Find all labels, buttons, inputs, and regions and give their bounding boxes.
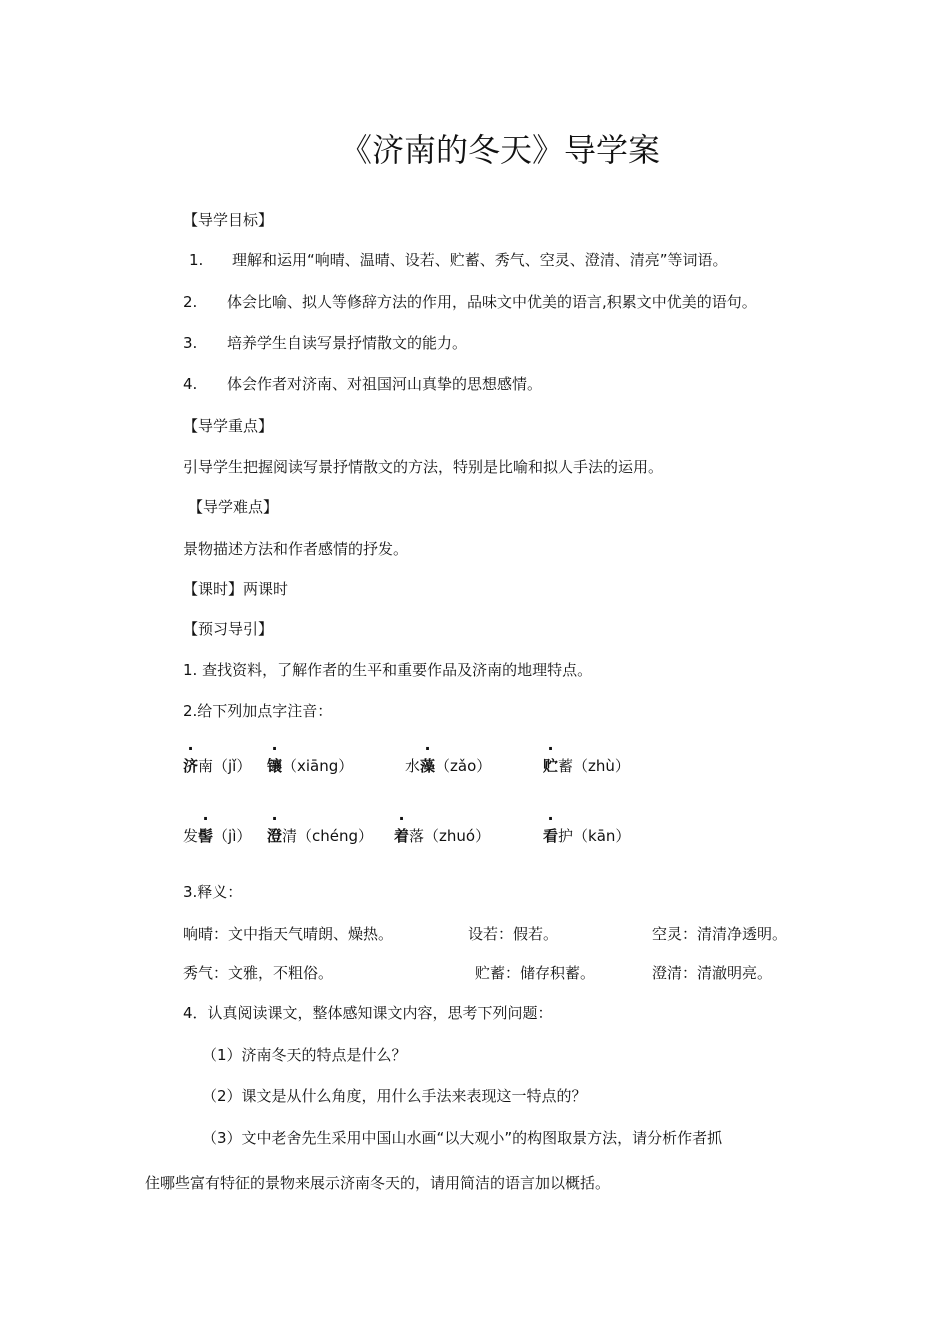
preview-header: 【预习导引】 [183,620,274,638]
question-2: （2）课文是从什么角度，用什么手法来表现这一特点的？ [202,1087,587,1105]
dotted-character: 髻 [198,827,214,845]
goal-4-text: 体会作者对济南、对祖国河山真挚的思想感情。 [227,375,543,393]
definition: 秀气：文雅，不粗俗。 [183,964,334,982]
pinyin-item [543,826,630,846]
plain-character: 发 [183,827,199,845]
pinyin-item [394,826,490,846]
difficulty-text: 景物描述方法和作者感情的抒发。 [183,540,409,558]
goal-2-text: 体会比喻、拟人等修辞方法的作用，品味文中优美的语言,积累文中优美的语句。 [227,293,757,311]
pinyin-text: 护（kān） [558,827,631,845]
definition: 响晴：文中指天气晴朗、燥热。 [183,925,394,943]
goal-1-text: 理解和运用“响晴、温晴、设若、贮蓄、秀气、空灵、澄清、清亮”等词语。 [232,251,728,269]
pinyin-item [183,756,251,776]
pinyin-text: （jì） [213,827,252,845]
period-text: 【课时】两课时 [183,580,289,598]
preview-item-1: 1. 查找资料，了解作者的生平和重要作品及济南的地理特点。 [183,661,593,679]
question-1: （1）济南冬天的特点是什么？ [202,1046,407,1064]
pinyin-text: 清（chéng） [282,827,374,845]
pinyin-text: （zǎo） [435,757,492,775]
pinyin-text: （xiāng） [282,757,354,775]
dotted-character: 贮 [543,757,559,775]
question-3: （3）文中老舍先生采用中国山水画“以大观小”的构图取景方法，请分析作者抓 [202,1129,723,1147]
definition: 贮蓄：储存积蓄。 [475,964,596,982]
dotted-character: 澄 [267,827,283,845]
difficulty-header: 【导学难点】 [188,498,279,516]
definition: 澄清：清澈明亮。 [652,964,773,982]
pinyin-item [267,826,373,846]
key-header: 【导学重点】 [183,417,274,435]
pinyin-text: 落（zhuó） [409,827,491,845]
dotted-character: 藻 [420,757,436,775]
dotted-character: 镶 [267,757,283,775]
goal-3-text: 培养学生自读写景抒情散文的能力。 [227,334,468,352]
goal-2-number: 2. [183,293,198,311]
plain-character: 水 [405,757,421,775]
pinyin-item [405,756,491,776]
question-3-continuation: 住哪些富有特征的景物来展示济南冬天的，请用简洁的语言加以概括。 [145,1174,611,1192]
goal-3-number: 3. [183,334,198,352]
pinyin-item [543,756,630,776]
preview-item-3: 3.释义： [183,883,243,901]
preview-item-2: 2.给下列加点字注音： [183,702,333,720]
key-text: 引导学生把握阅读写景抒情散文的方法，特别是比喻和拟人手法的运用。 [183,458,664,476]
pinyin-item [267,756,353,776]
pinyin-text: 南（jǐ） [198,757,252,775]
pinyin-text: 蓄（zhù） [558,757,630,775]
page-title: 《济南的冬天》导学案 [339,131,660,169]
goal-1-number: 1. [189,251,204,269]
dotted-character: 着 [394,827,410,845]
dotted-character: 看 [543,827,559,845]
definition: 空灵：清清净透明。 [652,925,788,943]
pinyin-item [183,826,251,846]
preview-item-4: 4．认真阅读课文，整体感知课文内容，思考下列问题： [183,1004,553,1022]
goal-4-number: 4. [183,375,198,393]
dotted-character: 济 [183,757,199,775]
definition: 设若：假若。 [468,925,559,943]
goals-header: 【导学目标】 [183,211,274,229]
